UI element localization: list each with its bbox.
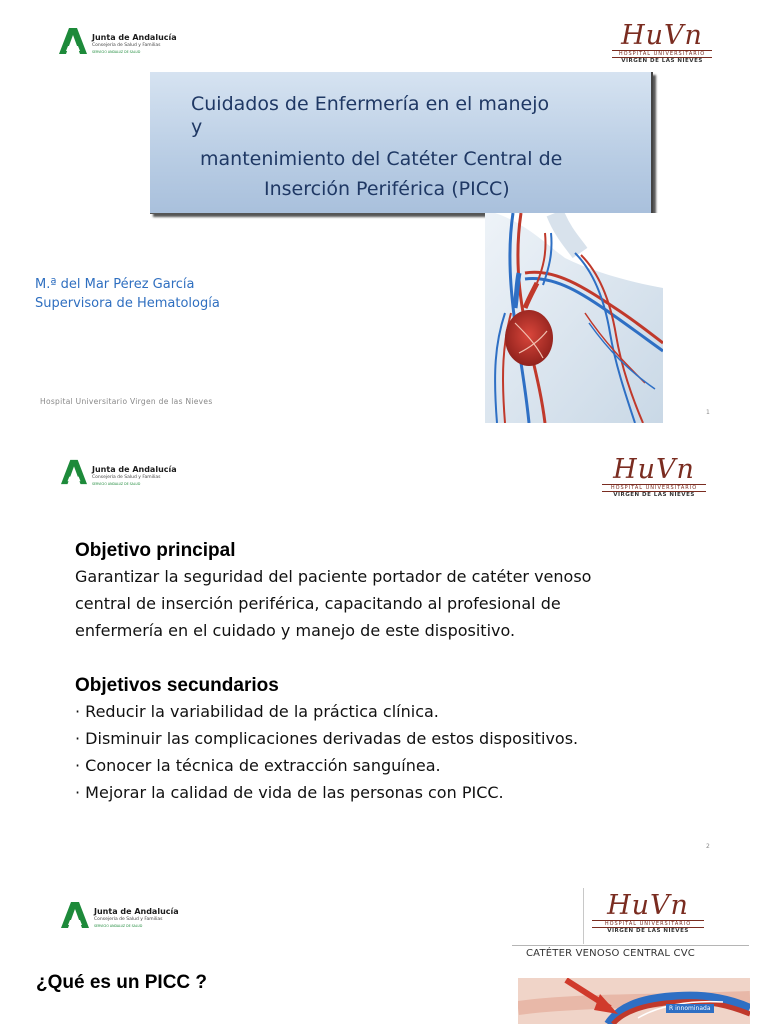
slide-2 [0, 438, 768, 860]
title-line-1: Cuidados de Enfermería en el manejo [191, 93, 550, 115]
huvn-logo [592, 892, 704, 935]
title-line-3: mantenimiento del Catéter Central de [200, 148, 563, 170]
junta-service: SERVICIO ANDALUZ DE SALUD [92, 50, 141, 54]
junta-emblem-icon [60, 901, 90, 929]
title-box [150, 72, 653, 214]
junta-name: Junta de Andalucía [92, 33, 177, 42]
slide-1 [0, 0, 768, 430]
main-objective-heading: Objetivo principal [75, 540, 236, 561]
vascular-anatomy-image [485, 213, 663, 423]
main-objective [75, 538, 591, 644]
huvn-line2: VIRGEN DE LAS NIEVES [621, 58, 703, 64]
junta-department: Consejería de Salud y Familias [92, 43, 161, 48]
junta-emblem-icon [58, 27, 88, 55]
slide-number: 2 [706, 843, 710, 850]
junta-emblem-icon [60, 459, 88, 485]
junta-service: SERVICIO ANDALUZ DE SALUD [94, 924, 143, 928]
huvn-logo-frame [583, 888, 710, 944]
list-item: · Reducir la variabilidad de la práctica clínica. [75, 702, 439, 721]
main-objective-line-1: Garantizar la seguridad del paciente portador de catéter venoso [75, 567, 592, 586]
huvn-mark: HuVn [621, 20, 703, 51]
list-item: · Conocer la técnica de extracción sanguínea. [75, 756, 441, 775]
junta-service: SERVICIO ANDALUZ DE SALUD [92, 482, 141, 486]
author-block [35, 275, 220, 313]
cvc-illustration [518, 978, 750, 1024]
junta-andalucia-logo [60, 459, 177, 487]
main-objective-line-3: enfermería en el cuidado y manejo de este dispositivo. [75, 621, 516, 640]
title-line-2: y [191, 116, 203, 138]
huvn-line1: HOSPITAL UNIVERSITARIO [602, 484, 706, 492]
huvn-line2: VIRGEN DE LAS NIEVES [607, 928, 689, 934]
author-name: M.ª del Mar Pérez García [35, 277, 195, 292]
secondary-objectives [75, 673, 578, 806]
author-role: Supervisora de Hematología [35, 296, 220, 311]
huvn-mark: HuVn [613, 454, 695, 485]
image-caption: CATÉTER VENOSO CENTRAL CVC [526, 948, 695, 959]
junta-department: Consejería de Salud y Familias [94, 917, 163, 922]
footer-hospital: Hospital Universitario Virgen de las Nieves [40, 397, 213, 406]
vessel-label: R innominada [666, 1004, 714, 1013]
huvn-line1: HOSPITAL UNIVERSITARIO [592, 920, 704, 928]
junta-andalucia-logo [60, 901, 179, 929]
junta-department: Consejería de Salud y Familias [92, 475, 161, 480]
main-objective-line-2: central de inserción periférica, capacitando al profesional de [75, 594, 561, 613]
junta-name: Junta de Andalucía [94, 907, 179, 916]
huvn-logo [612, 22, 712, 65]
section-question: ¿Qué es un PICC ? [36, 972, 208, 993]
huvn-line2: VIRGEN DE LAS NIEVES [613, 492, 695, 498]
junta-name: Junta de Andalucía [92, 465, 177, 474]
title-line-4: Inserción Periférica (PICC) [264, 178, 510, 200]
huvn-logo [602, 456, 706, 499]
slide-3 [0, 868, 768, 1024]
slide-number: 1 [706, 409, 710, 416]
huvn-line1: HOSPITAL UNIVERSITARIO [612, 50, 712, 58]
huvn-mark: HuVn [607, 890, 689, 921]
list-item: · Mejorar la calidad de vida de las personas con PICC. [75, 783, 504, 802]
junta-andalucia-logo [58, 27, 177, 55]
cvc-image [518, 978, 750, 1024]
list-item: · Disminuir las complicaciones derivadas de estos dispositivos. [75, 729, 579, 748]
secondary-objectives-heading: Objetivos secundarios [75, 675, 279, 696]
caption-divider [512, 945, 749, 946]
